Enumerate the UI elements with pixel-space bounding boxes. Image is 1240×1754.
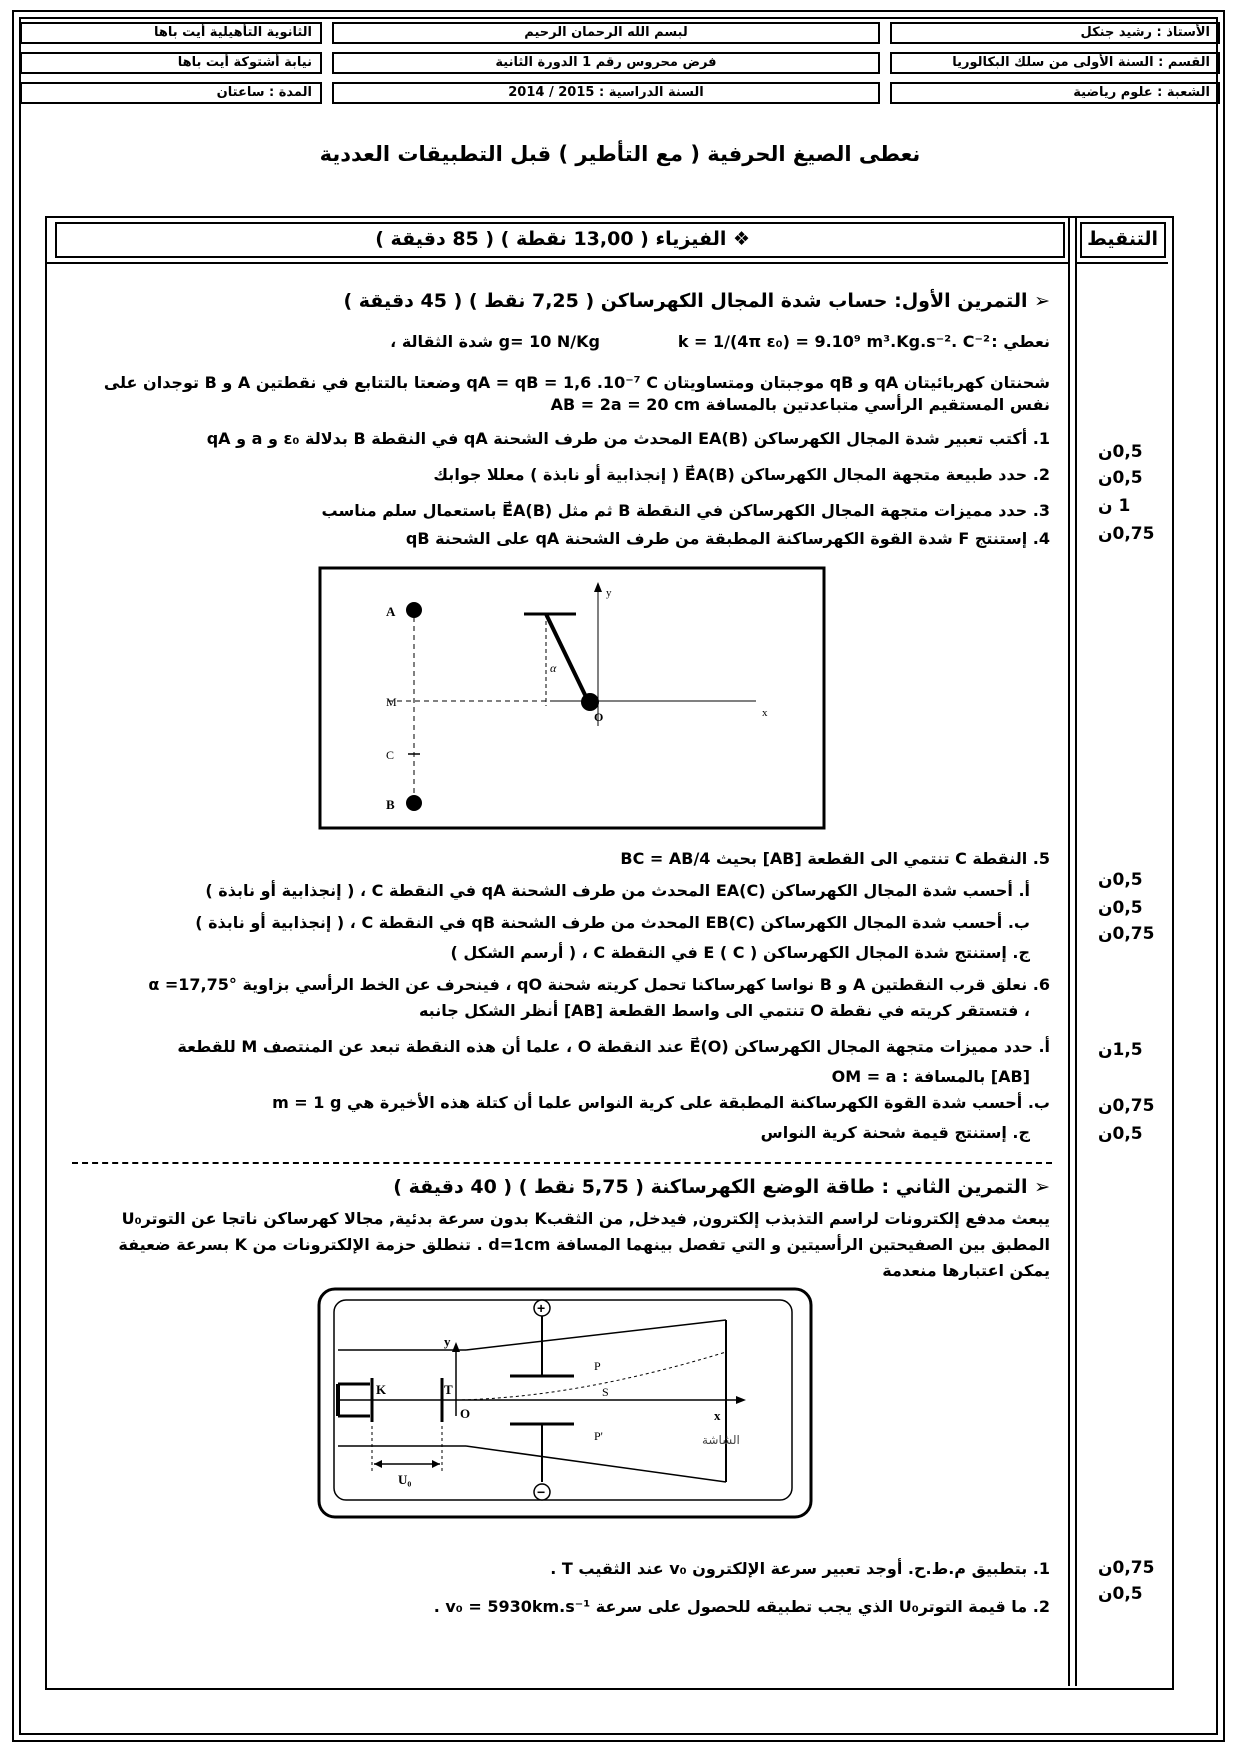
exercise-divider [72,1162,1052,1164]
points-ex2-q1: 0,75ن [1098,1558,1155,1578]
header-year: السنة الدراسية : 2015 / 2014 [332,82,880,104]
point-m-label: M [386,695,397,709]
electron-gun-figure [316,1286,816,1522]
header-exam: فرض محروس رقم 1 الدورة الثانية [332,52,880,74]
ex1-question-5b: ب. أحسب شدة المجال الكهرساكن EB(C) المحدث من طرف الشحنة qB في النقطة C ، ( إنجذابية أو نابذة ) [195,913,1030,932]
positive-terminal-label: + [537,1300,546,1316]
header-basmala: لبسم الله الرحمان الرحيم [332,22,880,44]
ex1-given-label: نعطي : [991,332,1050,351]
ex1-title: ➢ التمرين الأول: حساب شدة المجال الكهرساكن ( 7,25 نقط ) ( 45 دقيقة ) [343,290,1050,312]
ex1-k-formula: k = 1/(4π ε₀) = 9.10⁹ m³.Kg.s⁻². C⁻² [677,332,990,351]
ex1-question-5a: أ. أحسب شدة المجال الكهرساكن EA(C) المحدث من طرف الشحنة qA في النقطة C ، ( إنجذابية أو نابذة ) [205,881,1030,900]
points-q6c: 0,5ن [1098,1124,1143,1144]
point-s-label: S [602,1385,609,1399]
ex1-question-6b: ب. أحسب شدة القوة الكهرساكنة المطبقة على كرية النواس علما أن كتلة هذه الأخيرة هي m = 1 g [272,1093,1050,1112]
ex2-question-1: 1. بتطبيق م.ط.ح. أوجد تعبير سرعة الإلكترون v₀ عند الثقيب T . [550,1559,1050,1578]
points-q3: 1 ن [1098,496,1131,516]
ex1-question-2: 2. حدد طبيعة متجهة المجال الكهرساكن E⃗A(B) ( إنجذابية أو نابذة ) معللا جوابك [433,465,1050,484]
points-q1: 0,5ن [1098,442,1143,462]
ex2-text-1: يبعث مدفع إلكترونات لراسم التذبذب إلكترون, فيدخل, من الثقبK بدون سرعة بدئية, مجالا كهرساكن ناتجا عن التوترU₀ [121,1209,1050,1228]
ex1-question-6: 6. نعلق قرب النقطتين A و B نواسا كهرساكنا تحمل كريته شحنة qO ، فينحرف عن الخط الرأسي بزاوية α =17,75° [148,975,1050,994]
x-axis-label: x [762,707,768,719]
x-axis-label: x [714,1408,721,1423]
ex1-gravity: g= 10 N/Kg شدة الثقالة ، [390,332,600,351]
column-separator [1068,218,1070,1686]
point-a-label: A [386,604,396,619]
ex1-question-4: 4. إستنتج F شدة القوة الكهرساكنة المطبقة من طرف الشحنة qA على الشحنة qB [405,529,1050,548]
plate-p-prime-label: P' [594,1429,603,1443]
header-level: القسم : السنة الأولى من سلك البكالوريا [890,52,1220,74]
point-b-label: B [386,797,395,812]
grading-header: التنقيط [1087,228,1158,250]
header-school: الثانوية التأهيلية أيت باها [20,22,322,44]
k-hole-label: K [376,1382,387,1397]
point-o-label: O [594,710,604,724]
plate-p-label: P [594,1359,601,1373]
ex1-question-1: 1. أكتب تعبير شدة المجال الكهرساكن EA(B) المحدث من طرف الشحنة qA في النقطة B بدلالة ε₀ و a و qA [206,429,1050,448]
t-hole-label: T [444,1382,453,1397]
ex1-question-6-setup: ، فتستقر كريته في نقطة O تنتمي الى واسط القطعة [AB] أنظر الشكل جانبه [418,1001,1030,1020]
header-duration: المدة : ساعتان [20,82,322,104]
section-title: ❖ الفيزياء ( 13,00 نقطة ) ( 85 دقيقة ) [375,228,750,250]
points-q5c: 0,75ن [1098,924,1155,944]
ex1-question-5: 5. النقطة C تنتمي الى القطعة [AB] بحيث BC = AB/4 [620,849,1050,868]
header-stream: الشعبة : علوم رياضية [890,82,1220,104]
points-ex2-q2: 0,5ن [1098,1584,1143,1604]
ex2-text-2: المطبق بين الصفيحتين الرأسيتين و التي تفصل بينهما المسافة d=1cm . تنطلق حزمة الإلكترونات من K بسرعة ضعيفة [118,1235,1050,1254]
ex1-question-6c: ج. إستنتج قيمة شحنة كرية النواس [760,1123,1030,1142]
ex2-text-3: يمكن اعتبارها منعدمة [882,1261,1050,1280]
ex1-question-6a-distance: [AB] بالمسافة : OM = a [831,1067,1030,1086]
negative-terminal-label: − [537,1484,546,1500]
alpha-label: α [550,661,557,675]
points-q6a: 1,5ن [1098,1040,1143,1060]
points-q5a: 0,5ن [1098,870,1143,890]
ex2-question-2: 2. ما قيمة التوترU₀ الذي يجب تطبيقه للحصول على سرعة v₀ = 5930km.s⁻¹ . [433,1597,1050,1616]
ex1-question-6a: أ. حدد مميزات متجهة المجال الكهرساكن E⃗(O) عند النقطة O ، علما أن هذه النقطة تبعد عن المنتصف M للقطعة [177,1037,1050,1056]
points-q4: 0,75ن [1098,524,1155,544]
ex1-intro-1: شحنتان كهربائيتان qA و qB موجبتان ومتساويتان qA = qB = 1,6 .10⁻⁷ C وضعتا بالتتابع في نقطتين A و B توجدان على [103,373,1050,392]
pendulum-figure [318,566,828,832]
ex1-question-5c: ج. إستنتج شدة المجال الكهرساكن E ( C ) في النقطة C ، ( أرسم الشكل ) [450,943,1030,962]
points-q2: 0,5ن [1098,468,1143,488]
instruction-banner: نعطى الصيغ الحرفية ( مع التأطير ) قبل التطبيقات العددية [319,142,921,166]
y-axis-label: y [606,587,612,599]
screen-label: الشاشة [702,1433,740,1447]
ex2-title: ➢ التمرين الثاني : طاقة الوضع الكهرساكنة ( 5,75 نقط ) ( 40 دقيقة ) [393,1176,1050,1198]
points-q5b: 0,5ن [1098,898,1143,918]
u0-label: U₀ [398,1472,412,1487]
origin-o-label: O [460,1406,471,1421]
points-q6b: 0,75ن [1098,1096,1155,1116]
point-c-label: C [386,748,395,762]
column-separator-2 [1075,218,1077,1686]
header-directorate: نيابة أشتوكة أيت باها [20,52,322,74]
y-axis-label: y [444,1334,451,1349]
ex1-question-3: 3. حدد مميزات متجهة المجال الكهرساكن في النقطة B ثم مثل E⃗A(B) باستعمال سلم مناسب [321,501,1050,520]
header-teacher: الأستاذ : رشيد جنكل [890,22,1220,44]
ex1-intro-2: نفس المستقيم الرأسي متباعدتين بالمسافة AB = 2a = 20 cm [550,395,1050,414]
